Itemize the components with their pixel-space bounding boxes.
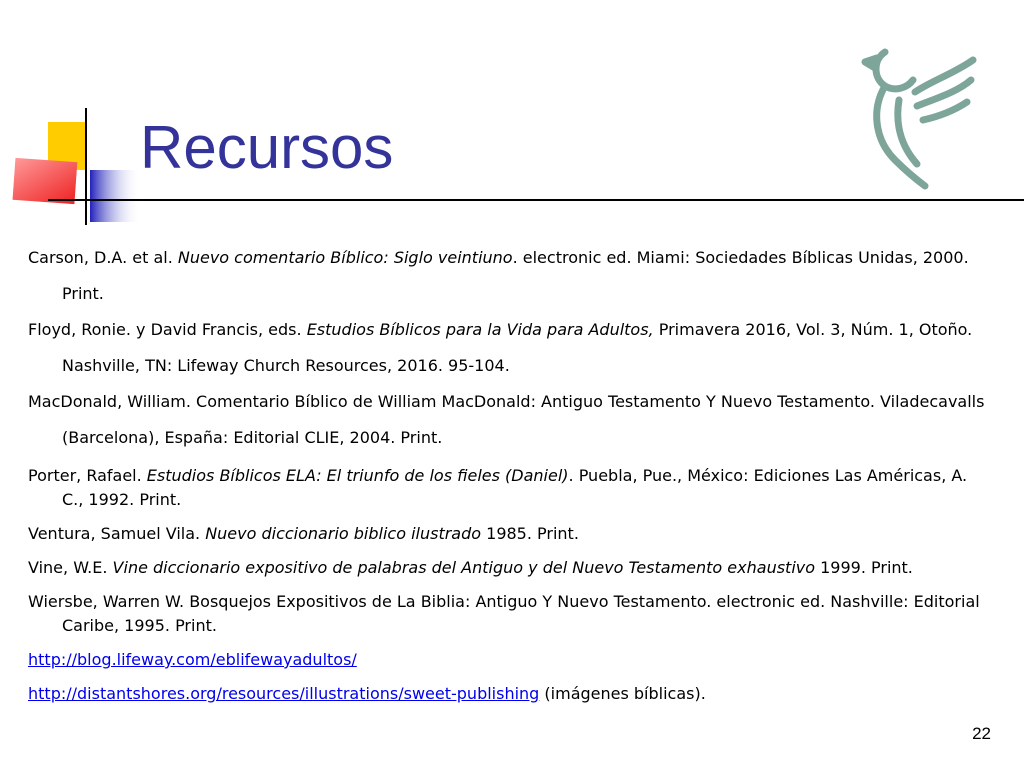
reference-wiersbe (28, 590, 988, 638)
decorative-squares (0, 100, 140, 230)
ref-title: Estudios Bíblicos para la Vida para Adultos, (306, 320, 654, 339)
ref-title: Nuevo diccionario biblico ilustrado (205, 524, 482, 543)
ref-text: Vine, W.E. (28, 558, 113, 577)
reference-list (28, 240, 988, 706)
dove-logo (855, 40, 980, 190)
reference-porter (28, 464, 988, 512)
ref-text: Carson, D.A. et al. (28, 248, 178, 267)
link-lifeway (28, 648, 988, 672)
ref-text: 1999. Print. (815, 558, 913, 577)
ref-text: MacDonald, William. Comentario Bíblico de William MacDonald: Antiguo Testamento Y Nuevo Testamento. Viladecavalls (Barcelona), España: Editorial CLIE, 2004. Print. (28, 392, 985, 447)
page-number: 22 (972, 724, 991, 743)
reference-carson (28, 240, 988, 312)
link-note: (imágenes bíblicas). (539, 684, 706, 703)
ref-title: Vine diccionario expositivo de palabras del Antiguo y del Nuevo Testamento exhaustivo (112, 558, 816, 577)
ref-text: . electronic ed. Miami: Sociedades Bíblicas Unidas, 2000. Print. (62, 248, 969, 303)
lifeway-link[interactable]: http://blog.lifeway.com/eblifewayadultos/ (28, 650, 357, 669)
ref-text: Ventura, Samuel Vila. (28, 524, 206, 543)
reference-floyd (28, 312, 988, 384)
distantshores-link[interactable]: http://distantshores.org/resources/illustrations/sweet-publishing (28, 684, 540, 703)
reference-ventura (28, 522, 988, 546)
ref-title: Nuevo comentario Bíblico: Siglo veintiuno (177, 248, 513, 267)
reference-vine (28, 556, 988, 580)
ref-text: Porter, Rafael. (28, 466, 147, 485)
reference-macdonald (28, 384, 988, 456)
ref-text: Floyd, Ronie. y David Francis, eds. (28, 320, 307, 339)
ref-text: Primavera 2016, Vol. 3, Núm. 1, Otoño. Nashville, TN: Lifeway Church Resources, 2016. 95-104. (62, 320, 973, 375)
title-rule (112, 199, 1024, 201)
ref-text: . Puebla, Pue., México: Ediciones Las Américas, A. C., 1992. Print. (62, 466, 968, 509)
ref-title: Estudios Bíblicos ELA: El triunfo de los fieles (Daniel) (146, 466, 569, 485)
ref-text: 1985. Print. (481, 524, 579, 543)
slide-title: Recursos (140, 114, 394, 181)
link-distantshores (28, 682, 988, 706)
ref-text: Wiersbe, Warren W. Bosquejos Expositivos de La Biblia: Antiguo Y Nuevo Testamento. electronic ed. Nashville: Editorial Caribe, 1995. Print. (28, 592, 980, 635)
